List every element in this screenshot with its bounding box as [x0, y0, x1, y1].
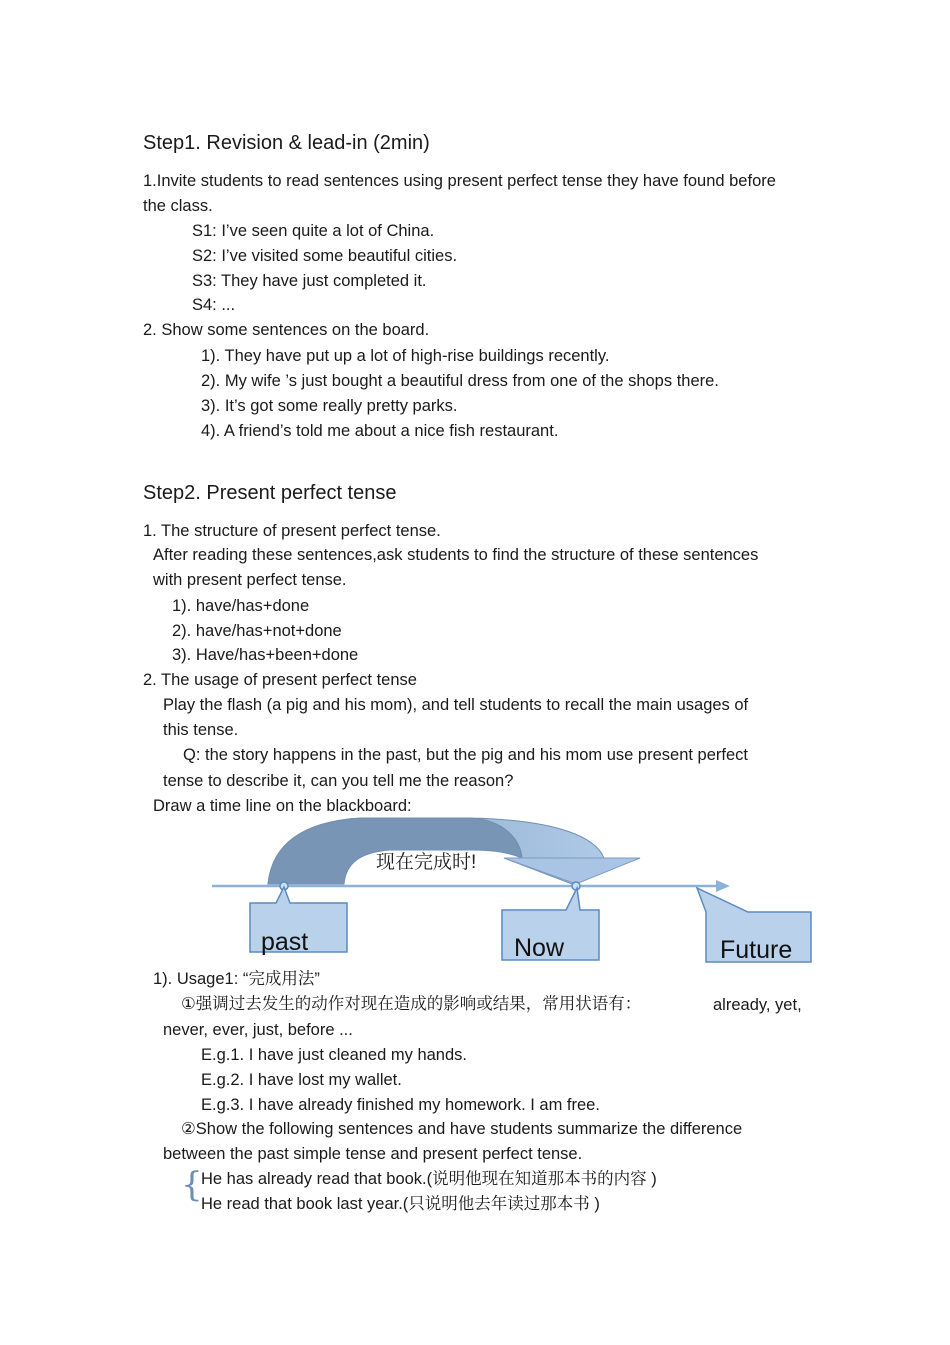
sentence-s4: S4: ... — [192, 296, 236, 314]
example-sentence: E.g.2. I have lost my wallet. — [201, 1071, 402, 1089]
usage-desc-line2: this tense. — [163, 721, 239, 739]
usage1-title: 1). Usage1: “完成用法” — [153, 970, 320, 988]
question-line2: tense to describe it, can you tell me the reason? — [163, 772, 514, 790]
step1-item1-line1: 1.Invite students to read sentences using present perfect tense they have found before — [143, 172, 776, 190]
board-sentence: 4). A friend’s told me about a nice fish restaurant. — [201, 422, 559, 440]
structure-title: 1. The structure of present perfect tense. — [143, 522, 441, 540]
example-sentence: E.g.3. I have already finished my homework. I am free. — [201, 1096, 600, 1114]
future-label: Future — [720, 936, 793, 964]
sentence-s1: S1: I’ve seen quite a lot of China. — [192, 222, 435, 240]
brace-icon: { — [181, 1165, 203, 1205]
usage1-point1-line2: never, ever, just, before ... — [163, 1021, 353, 1039]
board-sentence: 1). They have put up a lot of high-rise buildings recently. — [201, 347, 610, 365]
compare-sentence: He read that book last year.(只说明他去年读过那本书 ) — [201, 1195, 600, 1213]
example-sentence: E.g.1. I have just cleaned my hands. — [201, 1046, 467, 1064]
past-label: past — [261, 928, 309, 956]
step1-item2: 2. Show some sentences on the board. — [143, 321, 430, 339]
curved-arrow-inner — [268, 818, 522, 884]
usage-title: 2. The usage of present perfect tense — [143, 671, 417, 689]
step1-item1-line2: the class. — [143, 197, 213, 215]
step1-heading: Step1. Revision & lead-in (2min) — [143, 132, 430, 154]
board-sentence: 2). My wife ’s just bought a beautiful dress from one of the shops there. — [201, 372, 719, 390]
usage1-point1-en: already, yet, — [713, 996, 802, 1014]
arrow-label: 现在完成时! — [376, 852, 477, 873]
question-line1: Q: the story happens in the past, but the pig and his mom use present perfect — [183, 746, 748, 764]
usage1-point2-line2: between the past simple tense and present perfect tense. — [163, 1145, 583, 1163]
usage1-point1-cn: ①强调过去发生的动作对现在造成的影响或结果，常用状语有： — [181, 995, 642, 1013]
board-sentence: 3). It’s got some really pretty parks. — [201, 397, 458, 415]
step2-heading: Step2. Present perfect tense — [143, 482, 397, 504]
structure-item: 1). have/has+done — [172, 597, 310, 615]
structure-desc-line1: After reading these sentences,ask students to find the structure of these sentences — [153, 546, 759, 564]
usage1-point2-line1: ②Show the following sentences and have students summarize the difference — [181, 1120, 743, 1138]
structure-item: 2). have/has+not+done — [172, 622, 342, 640]
sentence-s2: S2: I’ve visited some beautiful cities. — [192, 247, 458, 265]
compare-sentence: He has already read that book.(说明他现在知道那本书的内容 ) — [201, 1170, 657, 1188]
structure-desc-line2: with present perfect tense. — [153, 571, 347, 589]
time-axis-arrowhead — [716, 880, 730, 892]
structure-item: 3). Have/has+been+done — [172, 646, 359, 664]
sentence-s3: S3: They have just completed it. — [192, 272, 427, 290]
now-label: Now — [514, 934, 565, 962]
usage-desc-line1: Play the flash (a pig and his mom), and tell students to recall the main usages of — [163, 696, 749, 714]
arrowhead — [504, 858, 640, 884]
draw-timeline-instruction: Draw a time line on the blackboard: — [153, 797, 412, 815]
